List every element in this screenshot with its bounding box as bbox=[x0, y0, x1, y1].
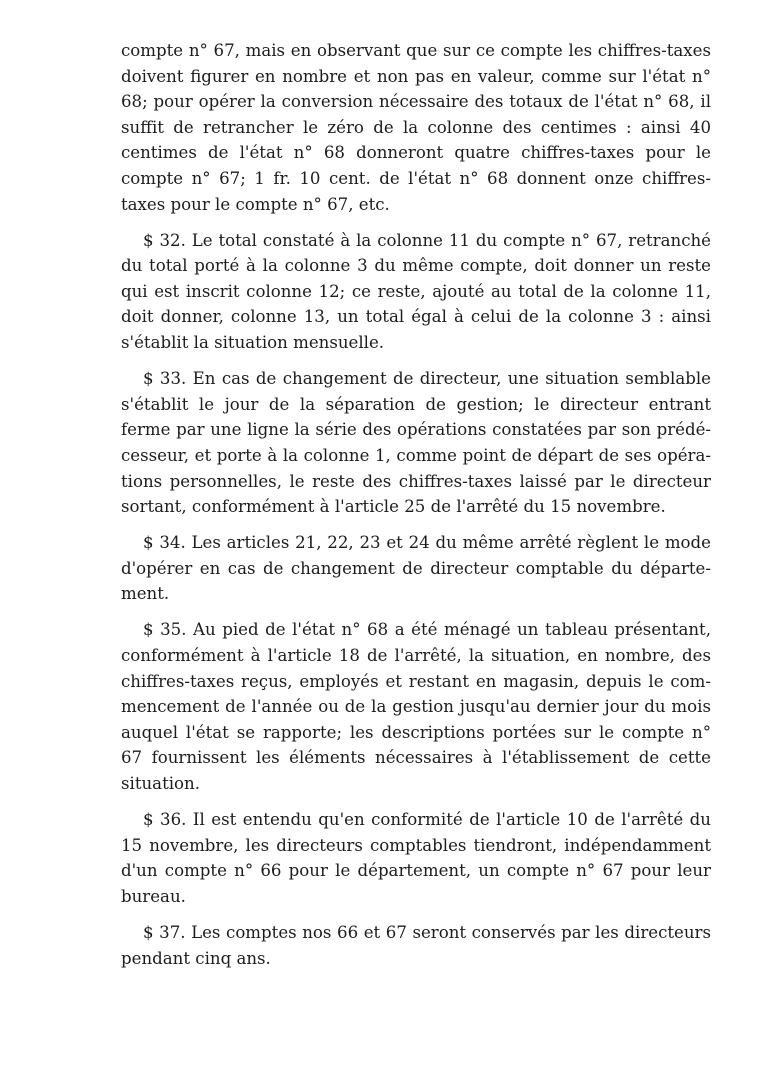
paragraph-gap bbox=[121, 520, 711, 531]
paragraph-gap bbox=[121, 797, 711, 808]
paragraph-section-32: $ 32. Le total constaté à la colonne 11 du compte n° 67, retranché du total porté à la colonne 3 du même compte, doit donner un reste qui est inscrit colonne 12; ce reste, ajouté au total de la colonne 11, doit donner, colonne 13, un total égal à celui de la colonne 3 : ainsi s'établit la situation mensuelle. bbox=[121, 230, 711, 353]
paragraph-gap bbox=[121, 356, 711, 367]
paragraph-section-34: $ 34. Les articles 21, 22, 23 et 24 du même arrêté règlent le mode d'opérer en cas de changement de directeur comptable du département. bbox=[121, 533, 711, 604]
document-page bbox=[121, 38, 711, 971]
paragraph-section-33: $ 33. En cas de changement de directeur, une situation semblable s'établit le jour de la séparation de gestion; le directeur entrant ferme par une ligne la série des opérations constatées par son prédécesseur, et porte à la colonne 1, comme point de départ de ses opérations personnelles, le reste des chiffres-taxes laissé par le directeur sortant, conformément à l'article 25 de l'arrêté du 15 novembre. bbox=[121, 369, 711, 517]
paragraph-gap bbox=[121, 217, 711, 228]
paragraph-section-35: $ 35. Au pied de l'état n° 68 a été ménagé un tableau présentant, conformément à l'article 18 de l'arrêté, la situation, en nombre, des chiffres-taxes reçus, employés et restant en magasin, depuis le commencement de l'année ou de la gestion jusqu'au dernier jour du mois auquel l'état se rapporte; les descriptions portées sur le compte n° 67 fournissent les éléments nécessaires à l'établissement de cette situation. bbox=[121, 620, 711, 794]
paragraph-section-37: $ 37. Les comptes nos 66 et 67 seront conservés par les directeurs pendant cinq ans. bbox=[121, 923, 711, 968]
paragraph-gap bbox=[121, 607, 711, 618]
paragraph-continuation: compte n° 67, mais en observant que sur ce compte les chiffres-taxes doivent figurer en nombre et non pas en valeur, comme sur l'état n° 68; pour opérer la conversion nécessaire des totaux de l'état n° 68, il suffit de retrancher le zéro de la colonne des centimes : ainsi 40 centimes de l'état n° 68 donneront quatre chiffres-taxes pour le compte n° 67; 1 fr. 10 cent. de l'état n° 68 donnent onze chiffres-taxes pour le compte n° 67, etc. bbox=[121, 41, 711, 214]
paragraph-gap bbox=[121, 910, 711, 921]
paragraph-section-36: $ 36. Il est entendu qu'en conformité de l'article 10 de l'arrêté du 15 novembre, les directeurs comptables tiendront, indépendamment d'un compte n° 66 pour le département, un compte n° 67 pour leur bureau. bbox=[121, 810, 711, 906]
